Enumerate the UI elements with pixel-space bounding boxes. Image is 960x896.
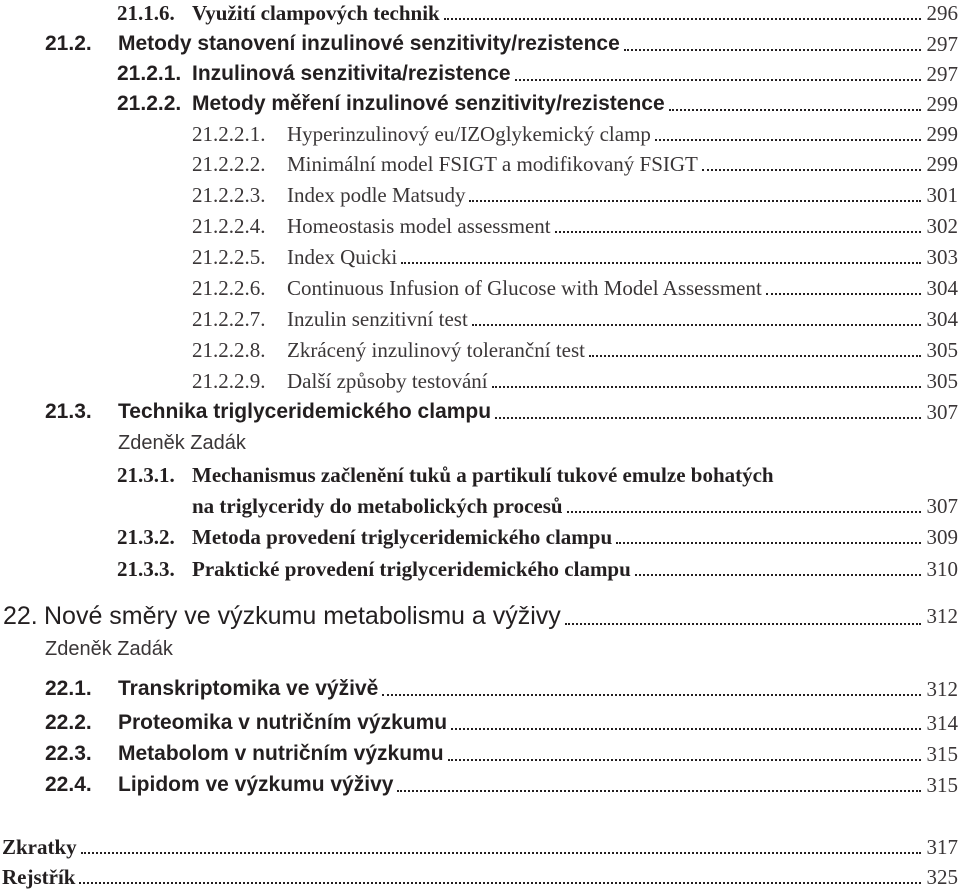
section-title: Metabolom v nutričním výzkumu: [118, 742, 444, 765]
section-number: 21.3.3.: [117, 557, 175, 581]
dot-leader: [469, 200, 920, 202]
page-number: 310: [926, 557, 958, 581]
author-name: Zdeněk Zadák: [118, 432, 246, 454]
toc-entry-22-3[interactable]: [0, 739, 960, 769]
dot-leader: [766, 293, 921, 295]
section-number: 21.2.2.: [117, 92, 182, 115]
page-number: 315: [926, 773, 958, 797]
section-number: 21.3.2.: [117, 525, 175, 549]
page-number: 312: [926, 677, 958, 701]
chapter-number: 22.: [3, 602, 38, 630]
page-number: 299: [926, 92, 958, 116]
section-title: Metody stanovení inzulinové senzitivity/rezistence: [118, 32, 620, 55]
toc-entry-21-2-2-5[interactable]: [0, 242, 960, 272]
dot-leader: [382, 694, 920, 696]
dot-leader: [81, 852, 921, 854]
toc-entry-21-2-2-2[interactable]: [0, 149, 960, 179]
page-number: 325: [926, 865, 958, 889]
dot-leader: [397, 790, 920, 792]
author-name: Zdeněk Zadák: [45, 638, 173, 660]
section-title: Minimální model FSIGT a modifikovaný FSIGT: [287, 152, 698, 176]
dot-leader: [616, 542, 920, 544]
section-number: 21.2.2.2.: [192, 152, 266, 176]
page-number: 317: [926, 835, 958, 859]
toc-entry-21-2-1[interactable]: [0, 59, 960, 89]
dot-leader: [444, 18, 921, 20]
toc-entry-21-3-1[interactable]: [0, 460, 960, 522]
dot-leader: [669, 109, 921, 111]
section-title: Metody měření inzulinové senzitivity/rezistence: [192, 92, 665, 115]
section-number: 21.3.1.: [117, 463, 175, 487]
page-number: 312: [926, 604, 958, 628]
toc-entry-22-2[interactable]: [0, 708, 960, 738]
page-number: 304: [926, 307, 958, 331]
page-number: 304: [926, 276, 958, 300]
section-title: Homeostasis model assessment: [287, 214, 551, 238]
page-number: 305: [926, 369, 958, 393]
toc-entry-index[interactable]: [0, 862, 960, 892]
dot-leader: [451, 728, 920, 730]
section-title: Metoda provedení triglyceridemického clampu: [192, 525, 613, 549]
dot-leader: [565, 623, 921, 625]
toc-entry-21-2-2-6[interactable]: [0, 273, 960, 303]
section-number: 21.3.: [45, 400, 92, 423]
dot-leader: [635, 574, 921, 576]
dot-leader: [448, 759, 921, 761]
section-number: 22.2.: [45, 711, 92, 734]
toc-entry-21-2-2-8[interactable]: [0, 335, 960, 365]
page-number: 297: [926, 62, 958, 86]
section-title: Inzulin senzitivní test: [287, 307, 468, 331]
section-title: Continuous Infusion of Glucose with Model Assessment: [287, 276, 762, 300]
section-title-line-2: na triglyceridy do metabolických procesů: [192, 494, 563, 518]
section-title: Lipidom ve výzkumu výživy: [118, 773, 394, 796]
toc-entry-21-2-2[interactable]: [0, 89, 960, 119]
toc-author: [0, 428, 960, 458]
section-title: Rejstřík: [2, 865, 76, 889]
page-number: 305: [926, 338, 958, 362]
section-title: Index podle Matsudy: [287, 183, 466, 207]
section-number: 21.2.2.8.: [192, 338, 266, 362]
page-number: 299: [926, 122, 958, 146]
dot-leader: [492, 386, 921, 388]
toc-entry-22-4[interactable]: [0, 770, 960, 800]
page-number: 314: [926, 711, 958, 735]
section-number: 21.2.2.5.: [192, 245, 266, 269]
section-number: 21.2.2.3.: [192, 183, 266, 207]
section-number: 21.2.2.7.: [192, 307, 266, 331]
toc-entry-21-2[interactable]: [0, 29, 960, 59]
section-title: Transkriptomika ve výživě: [118, 677, 379, 700]
section-number: 22.4.: [45, 773, 92, 796]
toc-chapter-22[interactable]: [0, 599, 960, 633]
chapter-title: Nové směry ve výzkumu metabolismu a výživy: [44, 602, 561, 630]
page-number: 296: [926, 1, 958, 25]
dot-leader: [495, 417, 920, 419]
section-number: 22.3.: [45, 742, 92, 765]
page-number: 307: [926, 494, 958, 518]
section-number: 21.2.: [45, 32, 92, 55]
toc-author: [0, 634, 960, 664]
page-number: 315: [926, 742, 958, 766]
section-number: 22.1.: [45, 677, 92, 700]
section-number: 21.2.2.9.: [192, 369, 266, 393]
page-number: 301: [926, 183, 958, 207]
dot-leader: [655, 139, 921, 141]
toc-entry-21-2-2-7[interactable]: [0, 304, 960, 334]
page-number: 307: [926, 400, 958, 424]
page-number: 309: [926, 525, 958, 549]
dot-leader: [401, 262, 920, 264]
section-number: 21.1.6.: [117, 1, 175, 25]
section-title: Hyperinzulinový eu/IZOglykemický clamp: [287, 122, 651, 146]
section-title: Technika triglyceridemického clampu: [118, 400, 492, 423]
section-title: Zkrácený inzulinový toleranční test: [287, 338, 585, 362]
dot-leader: [702, 169, 921, 171]
section-title-line-1: Mechanismus začlenění tuků a partikulí tukové emulze bohatých: [192, 463, 774, 487]
page-number: 303: [926, 245, 958, 269]
dot-leader: [79, 882, 920, 884]
toc-entry-21-3-3[interactable]: [0, 554, 960, 584]
section-number: 21.2.1.: [117, 62, 182, 85]
toc-entry-21-2-2-1[interactable]: [0, 119, 960, 149]
dot-leader: [515, 79, 921, 81]
toc-entry-abbreviations[interactable]: [0, 832, 960, 862]
toc-entry-21-1-6[interactable]: [0, 0, 960, 28]
section-title: Využití clampových technik: [192, 1, 440, 25]
section-title: Proteomika v nutričním výzkumu: [118, 711, 448, 734]
toc-entry-21-3[interactable]: [0, 397, 960, 427]
dot-leader: [589, 355, 921, 357]
section-number: 21.2.2.6.: [192, 276, 266, 300]
toc-entry-21-3-2[interactable]: [0, 522, 960, 552]
section-number: 21.2.2.4.: [192, 214, 266, 238]
page-number: 299: [926, 152, 958, 176]
section-title: Další způsoby testování: [287, 369, 488, 393]
dot-leader: [472, 324, 921, 326]
toc-entry-21-2-2-3[interactable]: [0, 180, 960, 210]
section-title: Praktické provedení triglyceridemického clampu: [192, 557, 631, 581]
page-number: 297: [926, 32, 958, 56]
page-number: 302: [926, 214, 958, 238]
toc-entry-21-2-2-4[interactable]: [0, 211, 960, 241]
section-title: Zkratky: [2, 835, 77, 859]
section-number: 21.2.2.1.: [192, 122, 266, 146]
section-title: Inzulinová senzitivita/rezistence: [192, 62, 511, 85]
dot-leader: [567, 511, 921, 513]
toc-entry-22-1[interactable]: [0, 674, 960, 704]
section-title: Index Quicki: [287, 245, 398, 269]
dot-leader: [624, 49, 921, 51]
dot-leader: [555, 231, 921, 233]
toc-entry-21-2-2-9[interactable]: [0, 366, 960, 396]
